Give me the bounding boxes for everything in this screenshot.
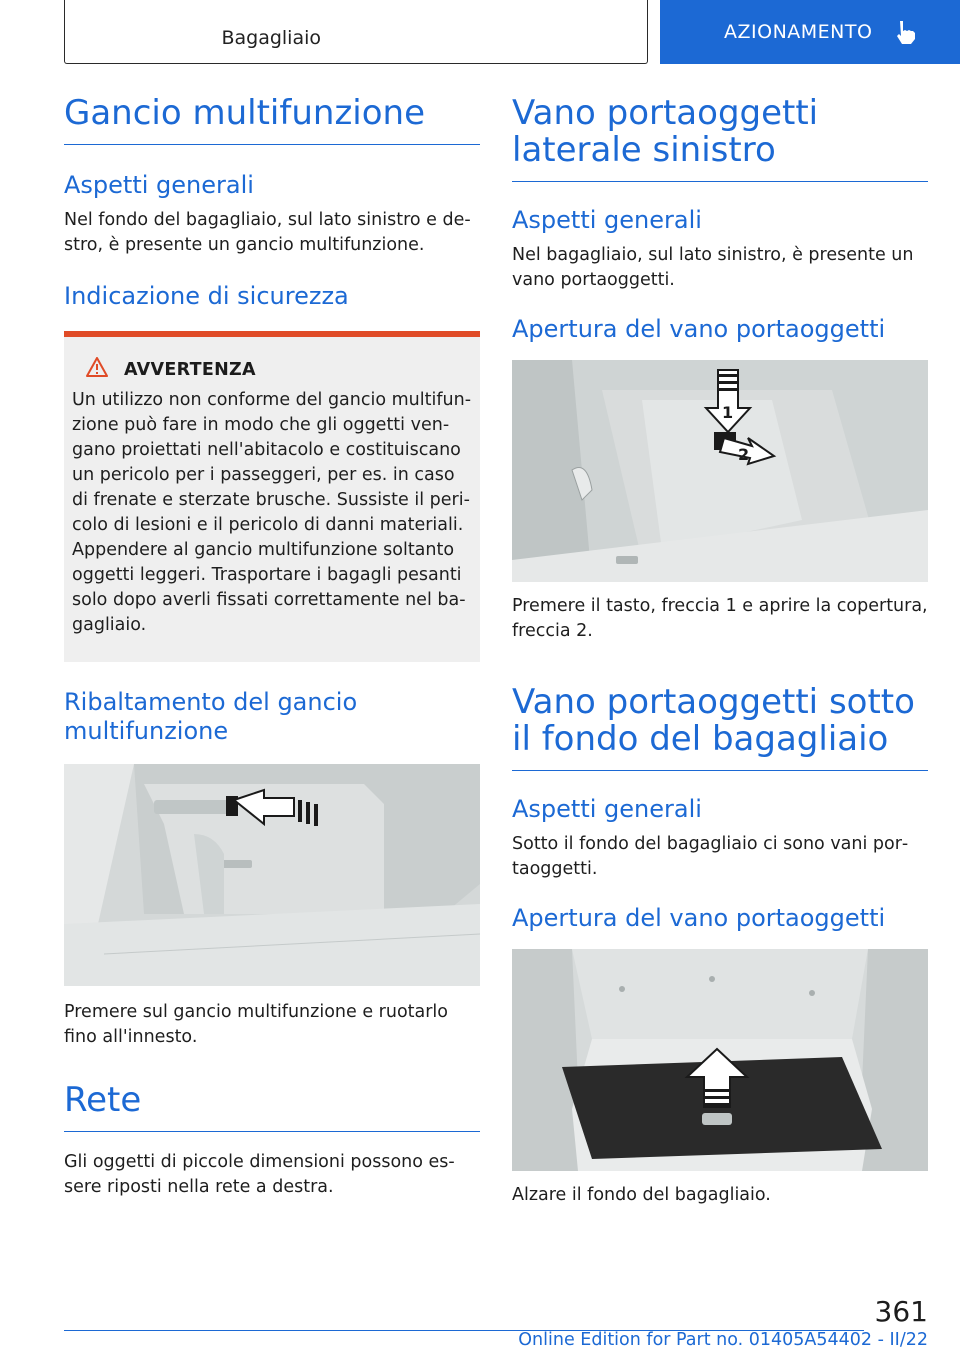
under-open-heading: Apertura del vano portaoggetti [512, 904, 886, 932]
arrow-1-label: 1 [722, 403, 734, 422]
hook-figure [64, 764, 480, 986]
under-floor-title: Vano portaoggetti sotto il fondo del bagagliaio [512, 684, 928, 771]
fold-caption: Premere sul gancio multifunzione e ruotarlo fino all'innesto. [64, 1002, 449, 1047]
warning-box [64, 331, 480, 662]
fold-heading: Ribaltamento del gancio multifunzione [64, 688, 358, 745]
safety-heading: Indicazione di sicurezza [64, 282, 349, 310]
net-title: Rete [64, 1082, 480, 1132]
side-compartment-title: Vano portaoggetti laterale sinistro [512, 95, 928, 182]
left-column [64, 95, 480, 1200]
side-general-heading: Aspetti generali [512, 206, 702, 234]
side-compartment-figure [512, 360, 928, 582]
side-open-heading: Apertura del vano portaoggetti [512, 315, 886, 343]
header-frame [64, 0, 648, 64]
side-open-caption: Premere il tasto, freccia 1 e aprire la copertura, freccia 2. [512, 596, 928, 641]
under-general-heading: Aspetti generali [512, 795, 702, 823]
gancio-title: Gancio multifunzione [64, 95, 480, 145]
warning-header [86, 357, 472, 382]
chapter-tab [660, 0, 960, 64]
edition-text: Online Edition for Part no. 01405A54402 - II/22 [518, 1330, 928, 1350]
floor-figure [512, 949, 928, 1171]
page-number: 361 [874, 1295, 928, 1328]
under-general-text: Sotto il fondo del bagagliaio ci sono vani portaoggetti. [512, 834, 909, 879]
arrow-2-label: 2 [738, 445, 750, 464]
right-column [512, 95, 928, 1208]
gancio-general-heading: Aspetti generali [64, 171, 254, 199]
net-text: Gli oggetti di piccole dimensioni possono essere riposti nella rete a destra. [64, 1152, 455, 1197]
hand-pointer-icon [894, 19, 918, 45]
warning-triangle-icon [86, 357, 108, 382]
gancio-general-text: Nel fondo del bagagliaio, sul lato sinistro e destro, è presente un gancio multifunzione. [64, 210, 471, 255]
side-general-text: Nel bagagliaio, sul lato sinistro, è presente un vano portaoggetti. [512, 245, 914, 290]
under-caption: Alzare il fondo del bagagliaio. [512, 1185, 771, 1205]
section-title: Bagagliaio [221, 27, 321, 49]
chapter-title: AZIONAMENTO [724, 21, 873, 43]
warning-text: Un utilizzo non conforme del gancio multifunzione può fare in modo che gli oggetti vengano proiettati nell'abitacolo e costituiscano un pericolo per i passeggeri, per es. in caso di frenate e sterzate brusche. Sussiste il pericolo di lesioni e il pericolo di danni materiali. Appendere al gancio multifunzione soltanto oggetti leggeri. Trasportare i bagagli pesanti solo dopo averli fissati correttamente nel bagagliaio. [72, 390, 472, 635]
warning-label: AVVERTENZA [124, 359, 256, 380]
